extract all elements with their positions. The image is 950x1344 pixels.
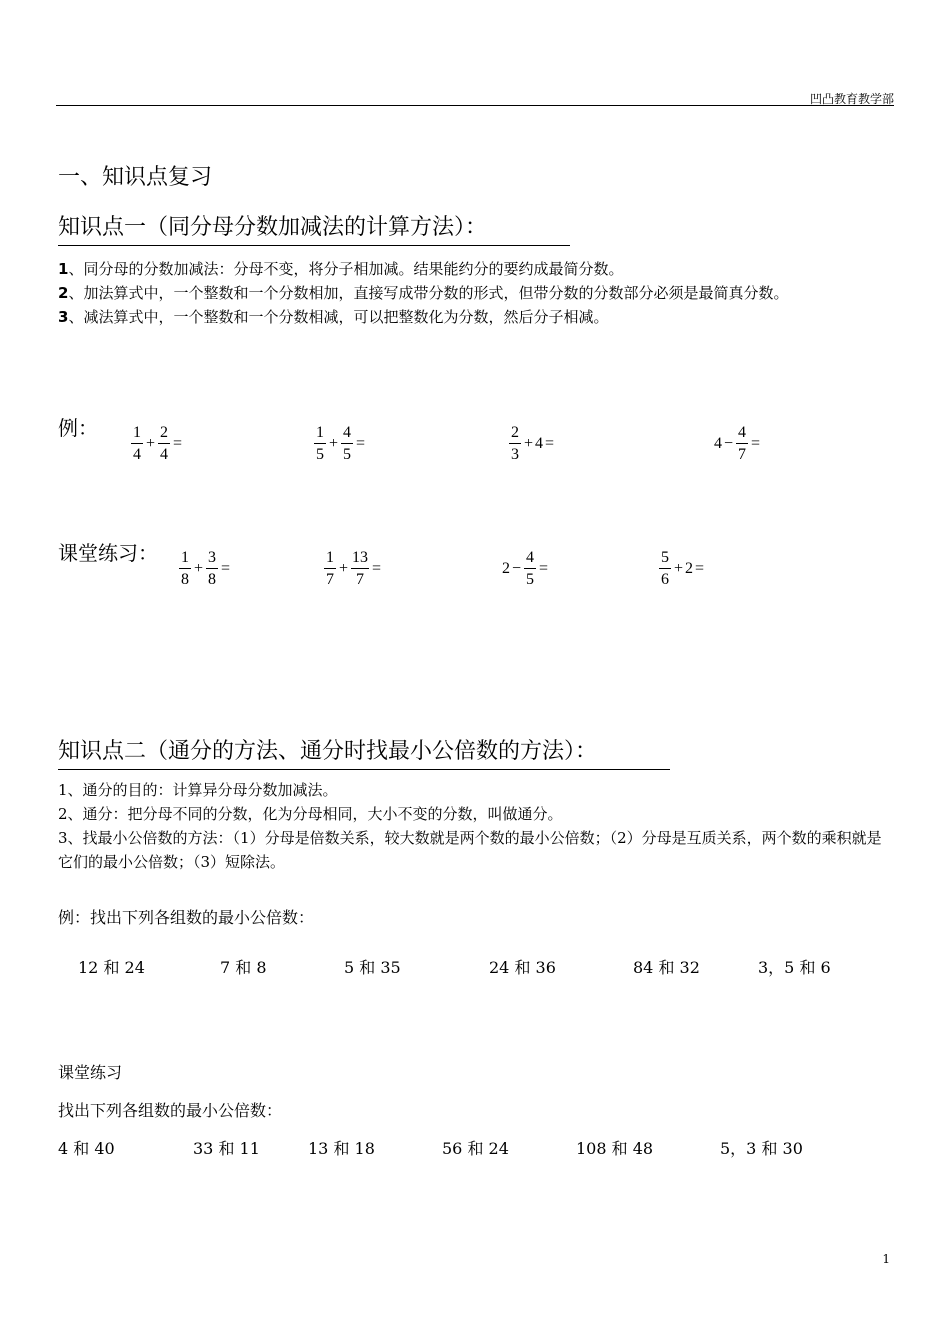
kp1-title: 知识点一（同分母分数加减法的计算方法）： bbox=[58, 210, 570, 246]
kp1-example-4: 4 − $\frac{4}{7}$ = bbox=[714, 424, 761, 463]
fraction: $\frac{4}{5}$ bbox=[526, 549, 535, 588]
kp2-title: 知识点二（通分的方法、通分时找最小公倍数的方法）： bbox=[58, 734, 670, 770]
kp2-rules bbox=[58, 778, 894, 874]
kp1-rule-3: 3、减法算式中，一个整数和一个分数相减，可以把整数化为分数，然后分子相减。 bbox=[58, 308, 609, 326]
kp1-rule-2: 2、加法算式中，一个整数和一个分数相加，直接写成带分数的形式，但带分数的分数部分必须是最简真分数。 bbox=[58, 284, 789, 302]
section-title: 一、知识点复习 bbox=[58, 165, 213, 190]
kp1-example-3: $\frac{2}{3}$ + 4 = bbox=[511, 424, 555, 463]
kp2-example-pair-4: 24 和 36 bbox=[489, 958, 556, 977]
kp1-rules bbox=[58, 257, 894, 329]
fraction: $\frac{4}{7}$ bbox=[738, 424, 747, 463]
kp2-practice-pair-4: 56 和 24 bbox=[442, 1139, 509, 1158]
header-org: 凹凸教育教学部 bbox=[809, 92, 894, 106]
fraction: $\frac{5}{6}$ bbox=[661, 549, 669, 588]
kp2-practice-label: 课堂练习 bbox=[58, 1063, 123, 1082]
fraction: $\frac{2}{3}$ bbox=[511, 424, 519, 463]
kp1-practice-4: $\frac{5}{6}$ + 2 = bbox=[661, 549, 705, 588]
page-number: 1 bbox=[882, 1252, 890, 1266]
kp1-rule-1: 1、同分母的分数加减法：分母不变，将分子相加减。结果能约分的要约成最简分数。 bbox=[58, 260, 624, 278]
kp1-practice-label: 课堂练习： bbox=[58, 541, 158, 565]
header-divider bbox=[56, 105, 894, 106]
fraction: $\frac{1}{4}$ bbox=[133, 424, 141, 463]
fraction: $\frac{13}{7}$ bbox=[352, 549, 369, 588]
kp2-example-pair-6: 3，5 和 6 bbox=[758, 958, 831, 977]
kp1-practice-3: 2 − $\frac{4}{5}$ = bbox=[502, 549, 549, 588]
kp1-example-label: 例： bbox=[58, 416, 98, 440]
kp2-practice-pair-5: 108 和 48 bbox=[576, 1139, 654, 1158]
kp2-practice-pair-3: 13 和 18 bbox=[308, 1139, 375, 1158]
kp2-practice-pair-1: 4 和 40 bbox=[58, 1139, 115, 1158]
kp1-practice-2: $\frac{1}{7}$ + $\frac{13}{7}$ = bbox=[326, 549, 382, 588]
kp1-example-1: $\frac{1}{4}$ + $\frac{2}{4}$ = bbox=[133, 424, 183, 463]
fraction: $\frac{2}{4}$ bbox=[160, 424, 169, 463]
fraction: $\frac{1}{7}$ bbox=[326, 549, 334, 588]
fraction: $\frac{4}{5}$ bbox=[343, 424, 352, 463]
kp1-practice-1: $\frac{1}{8}$ + $\frac{3}{8}$ = bbox=[181, 549, 231, 588]
fraction: $\frac{1}{5}$ bbox=[316, 424, 324, 463]
kp2-practice-instruction: 找出下列各组数的最小公倍数： bbox=[58, 1101, 283, 1120]
kp2-practice-pair-6: 5，3 和 30 bbox=[720, 1139, 803, 1158]
kp2-example-label: 例：找出下列各组数的最小公倍数： bbox=[58, 908, 315, 927]
fraction: $\frac{3}{8}$ bbox=[208, 549, 217, 588]
kp2-example-pair-5: 84 和 32 bbox=[633, 958, 700, 977]
kp2-rule-1: 1、通分的目的：计算异分母分数加减法。 bbox=[58, 781, 338, 799]
fraction: $\frac{1}{8}$ bbox=[181, 549, 189, 588]
kp2-example-pair-3: 5 和 35 bbox=[344, 958, 401, 977]
kp2-example-pair-1: 12 和 24 bbox=[78, 958, 145, 977]
kp2-rule-2: 2、通分：把分母不同的分数，化为分母相同，大小不变的分数，叫做通分。 bbox=[58, 805, 563, 823]
kp2-rule-3: 3、找最小公倍数的方法：（1）分母是倍数关系，较大数就是两个数的最小公倍数；（2）分母是互质关系，两个数的乘积就是它们的最小公倍数；（3）短除法。 bbox=[58, 829, 882, 871]
kp2-example-pair-2: 7 和 8 bbox=[220, 958, 267, 977]
kp2-practice-pair-2: 33 和 11 bbox=[193, 1139, 260, 1158]
kp1-example-2: $\frac{1}{5}$ + $\frac{4}{5}$ = bbox=[316, 424, 366, 463]
